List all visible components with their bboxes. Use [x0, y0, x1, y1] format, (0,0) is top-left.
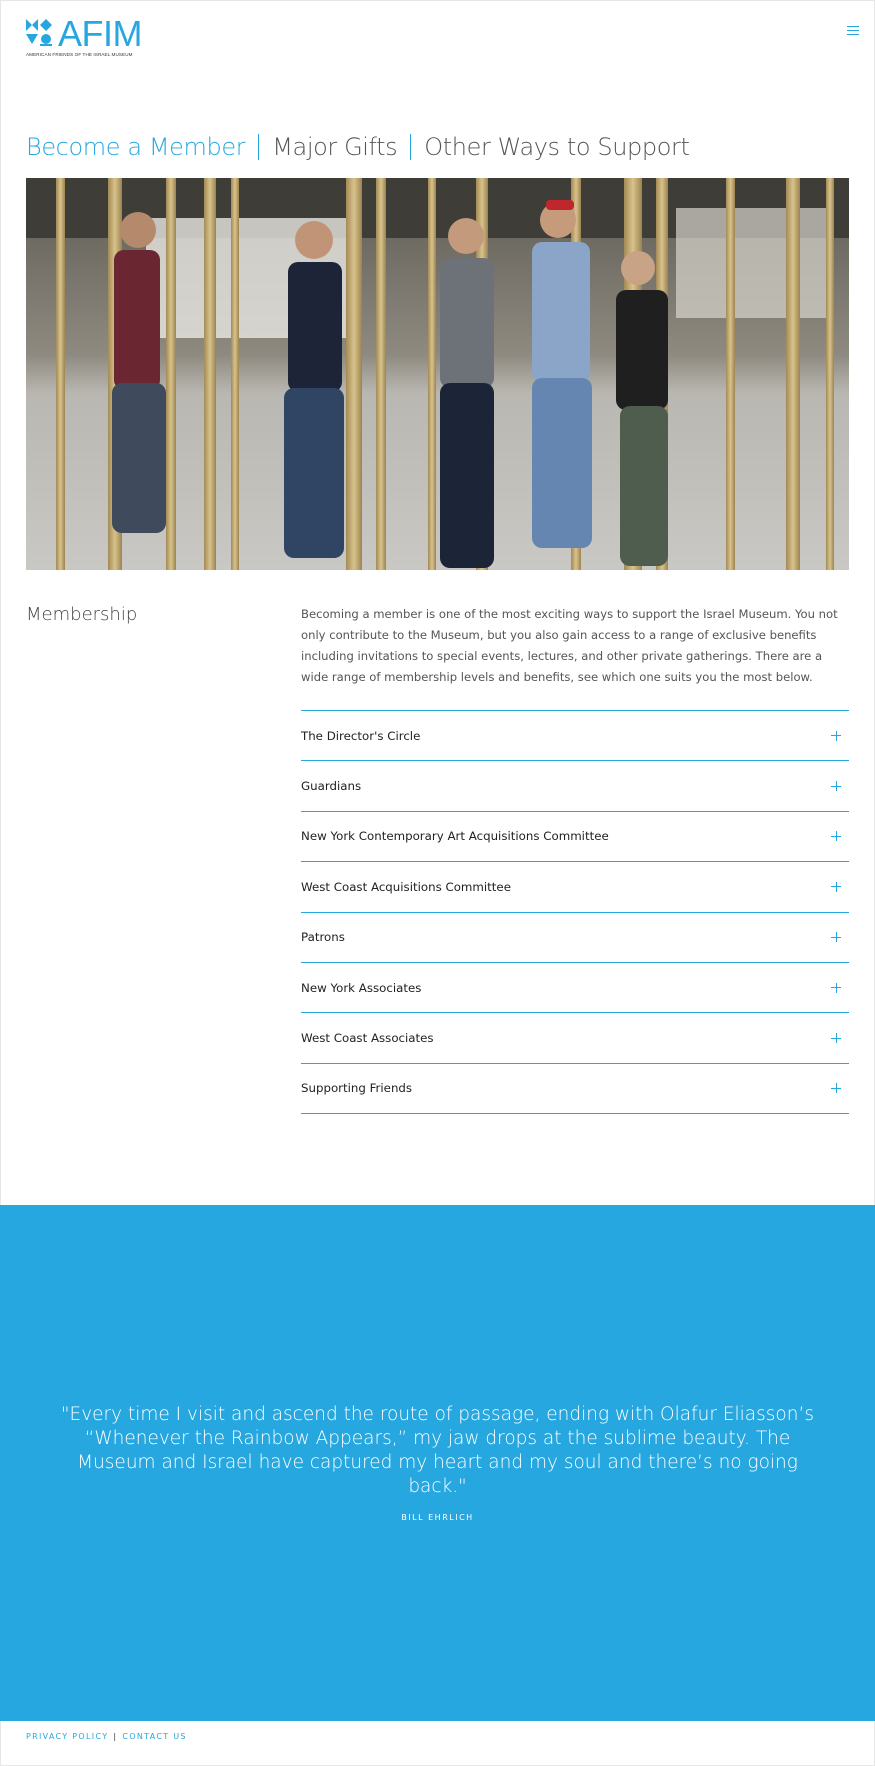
plus-icon[interactable] [831, 731, 841, 741]
accordion-label: West Coast Acquisitions Committee [301, 879, 511, 894]
accordion-item-guardians[interactable] [301, 761, 849, 811]
privacy-policy-link[interactable]: PRIVACY POLICY [26, 1732, 109, 1741]
afim-logo[interactable] [26, 13, 144, 59]
accordion-item-directors-circle[interactable] [301, 711, 849, 761]
logo-text: AFIM [58, 13, 142, 54]
hero-photo-illustration [26, 178, 849, 570]
membership-levels-accordion [301, 710, 849, 1114]
testimonial-quote: "Every time I visit and ascend the route of passage, ending with Olafur Eliasson’s “Whenever the Rainbow Appears,” my jaw drops at the sublime beauty. The Museum and Israel have captured my heart and my soul and there’s no going back." [61, 1404, 814, 1497]
accordion-label: Patrons [301, 930, 345, 945]
accordion-label: West Coast Associates [301, 1031, 434, 1046]
tab-other-ways-to-support[interactable]: Other Ways to Support [424, 133, 690, 161]
plus-icon[interactable] [831, 1083, 841, 1093]
accordion-item-new-york-associates[interactable] [301, 963, 849, 1013]
hamburger-menu-icon[interactable] [847, 26, 859, 36]
contact-us-link[interactable]: CONTACT US [122, 1732, 187, 1741]
plus-icon[interactable] [831, 781, 841, 791]
accordion-item-patrons[interactable] [301, 913, 849, 963]
accordion-label: The Director's Circle [301, 728, 421, 743]
tab-become-a-member[interactable]: Become a Member [26, 133, 246, 161]
tab-divider [258, 134, 259, 160]
accordion-label: Supporting Friends [301, 1081, 413, 1096]
accordion-label: New York Contemporary Art Acquisitions Committee [301, 829, 609, 844]
plus-icon[interactable] [831, 932, 841, 942]
membership-intro: Becoming a member is one of the most exciting ways to support the Israel Museum. You not only contribute to the Museum, but you also gain access to a range of exclusive benefits including invitations to special events, lectures, and other private gatherings. There are a wide range of membership levels and benefits, see which one suits you the most below. [301, 607, 838, 684]
accordion-item-west-coast-associates[interactable] [301, 1013, 849, 1063]
membership-title: Membership [26, 604, 138, 625]
hero-photo [26, 178, 849, 570]
tab-divider [410, 134, 411, 160]
accordion-item-west-coast-acquisitions[interactable] [301, 862, 849, 912]
plus-icon[interactable] [831, 983, 841, 993]
testimonial-band [0, 1205, 875, 1721]
plus-icon[interactable] [831, 882, 841, 892]
logo-subtitle: AMERICAN FRIENDS OF THE ISRAEL MUSEUM [26, 52, 133, 57]
support-tabs [26, 133, 690, 161]
accordion-label: Guardians [301, 779, 362, 794]
tab-major-gifts[interactable]: Major Gifts [272, 133, 398, 161]
accordion-label: New York Associates [301, 980, 422, 995]
testimonial-author: BILL EHRLICH [401, 1513, 474, 1522]
plus-icon[interactable] [831, 1033, 841, 1043]
logo-mark-icon [26, 19, 56, 49]
footer-separator: | [113, 1732, 118, 1741]
accordion-item-ny-contemporary-art-acquisitions[interactable] [301, 812, 849, 862]
footer-links [26, 1732, 187, 1741]
accordion-item-supporting-friends[interactable] [301, 1064, 849, 1114]
plus-icon[interactable] [831, 831, 841, 841]
